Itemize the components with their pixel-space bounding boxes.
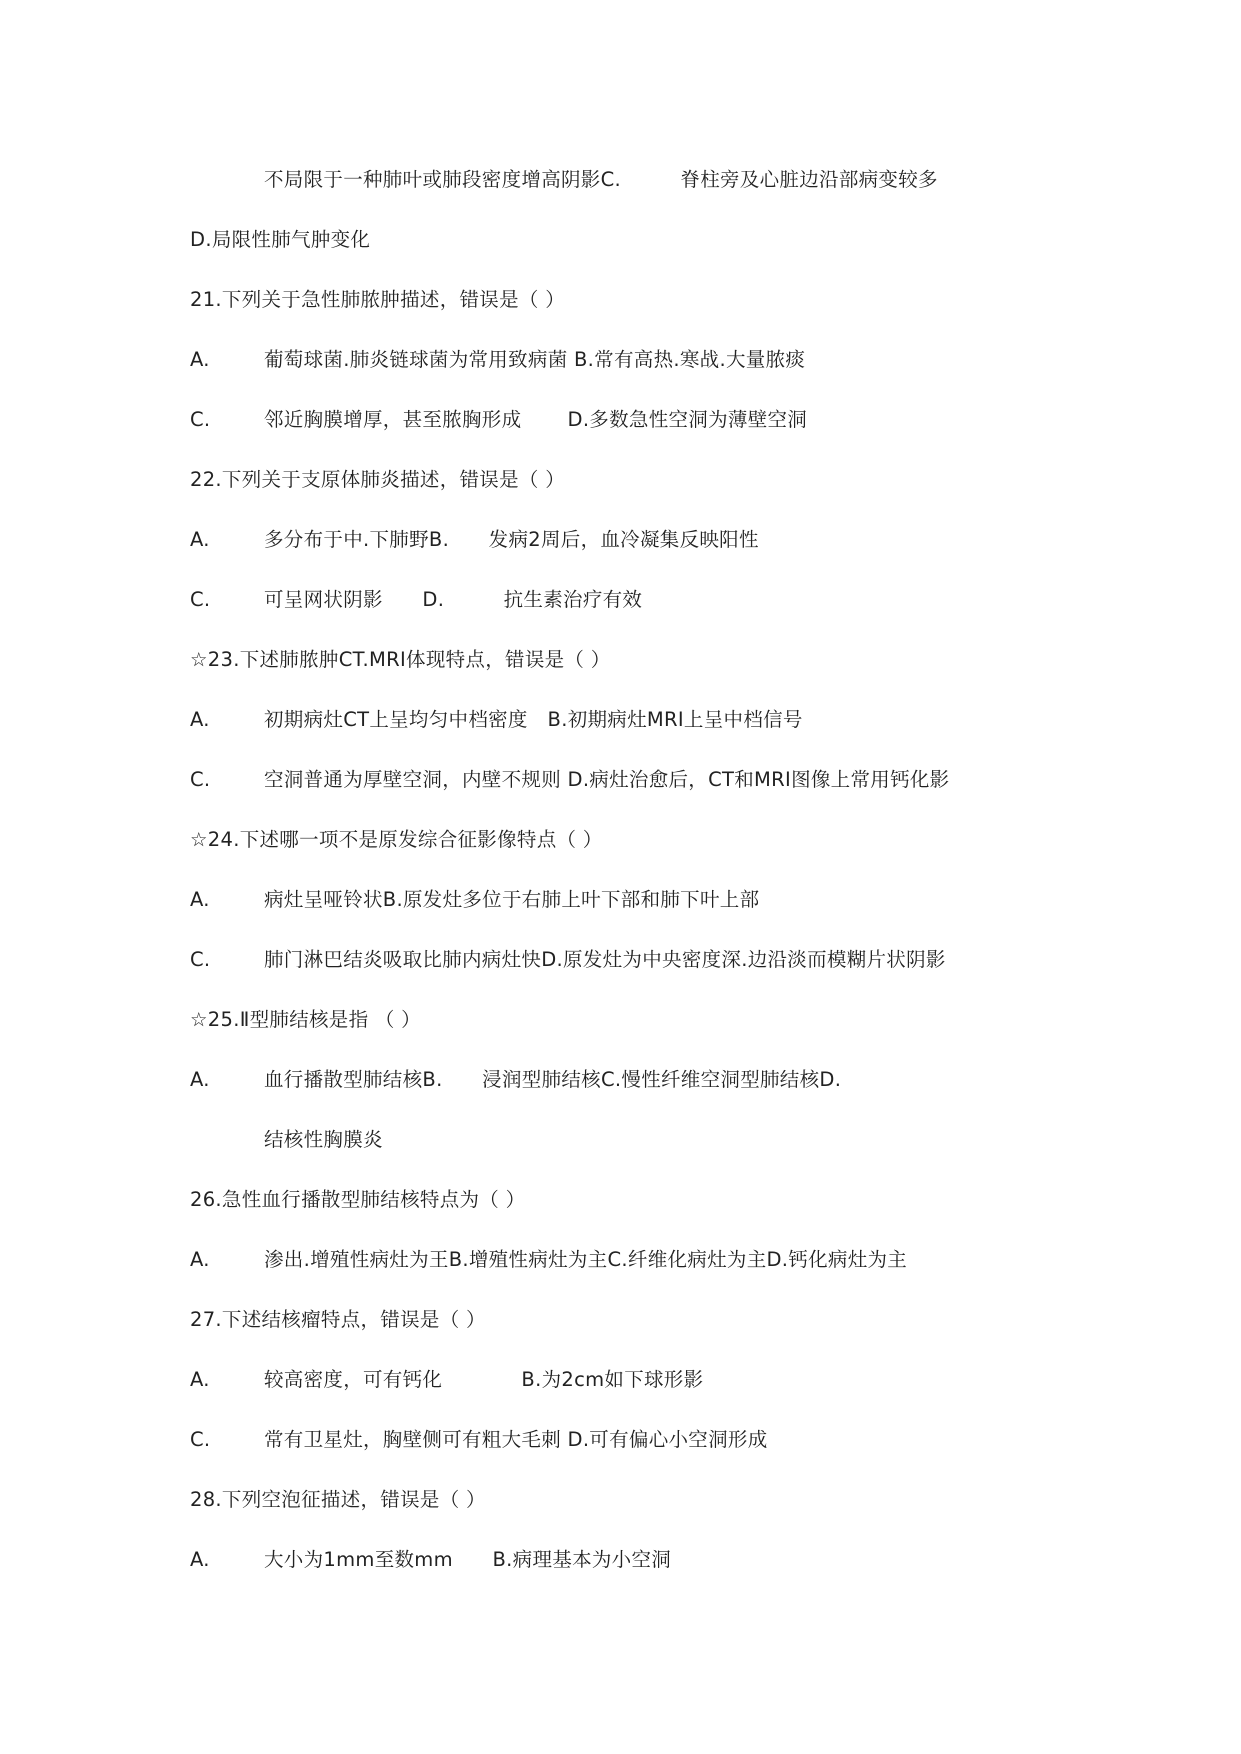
option-text: 多分布于中.下肺野B. 发病2周后，血冷凝集反映阳性 <box>264 528 759 551</box>
option-label: A. <box>190 888 210 911</box>
option-text: 结核性胸膜炎 <box>264 1128 383 1151</box>
question-text: ☆23.下述肺脓肿CT.MRI体现特点，错误是（ ） <box>190 648 611 671</box>
question-28-options-a-b <box>190 1545 1090 1575</box>
question-28 <box>190 1485 1090 1515</box>
option-text: 初期病灶CT上呈均匀中档密度 B.初期病灶MRI上呈中档信号 <box>264 708 803 731</box>
question-23 <box>190 645 1090 675</box>
option-text: 常有卫星灶，胸壁侧可有粗大毛刺 D.可有偏心小空洞形成 <box>264 1428 768 1451</box>
question-21-options-a-b <box>190 345 1090 375</box>
option-text: 肺门淋巴结炎吸取比肺内病灶快D.原发灶为中央密度深.边沿淡而模糊片状阴影 <box>264 948 946 971</box>
question-27-options-c-d <box>190 1425 1090 1455</box>
question-23-options-c-d <box>190 765 1090 795</box>
question-25 <box>190 1005 1090 1035</box>
question-text: ☆24.下述哪一项不是原发综合征影像特点（ ） <box>190 828 603 851</box>
question-25-options-a-d <box>190 1065 1090 1095</box>
option-text: 可呈网状阴影 D. 抗生素治疗有效 <box>264 588 643 611</box>
option-label: C. <box>190 768 211 791</box>
option-label: C. <box>190 408 211 431</box>
question-25-option-d-continuation <box>264 1125 1164 1155</box>
question-27-options-a-b <box>190 1365 1090 1395</box>
option-label: A. <box>190 528 210 551</box>
question-text: 27.下述结核瘤特点，错误是（ ） <box>190 1308 486 1331</box>
option-text: 病灶呈哑铃状B.原发灶多位于右肺上叶下部和肺下叶上部 <box>264 888 760 911</box>
option-label: A. <box>190 1548 210 1571</box>
option-label: C. <box>190 1428 211 1451</box>
question-22-options-c-d <box>190 585 1090 615</box>
option-label: A. <box>190 1248 210 1271</box>
question-text: 22.下列关于支原体肺炎描述，错误是（ ） <box>190 468 566 491</box>
option-label: A. <box>190 348 210 371</box>
question-23-options-a-b <box>190 705 1090 735</box>
text-line-continuation <box>264 165 1164 195</box>
question-26 <box>190 1185 1090 1215</box>
option-text: 血行播散型肺结核B. 浸润型肺结核C.慢性纤维空洞型肺结核D. <box>264 1068 842 1091</box>
option-text: 葡萄球菌.肺炎链球菌为常用致病菌 B.常有高热.寒战.大量脓痰 <box>264 348 806 371</box>
line-text: D.局限性肺气肿变化 <box>190 228 371 251</box>
text-line-option-d <box>190 225 1090 255</box>
option-label: C. <box>190 588 211 611</box>
question-text: 21.下列关于急性肺脓肿描述，错误是（ ） <box>190 288 566 311</box>
question-text: 26.急性血行播散型肺结核特点为（ ） <box>190 1188 526 1211</box>
question-22-options-a-b <box>190 525 1090 555</box>
question-text: ☆25.Ⅱ型肺结核是指 （ ） <box>190 1008 421 1031</box>
option-label: A. <box>190 1068 210 1091</box>
question-21-options-c-d <box>190 405 1090 435</box>
line-text: 不局限于一种肺叶或肺段密度增高阴影C. 脊柱旁及心脏边沿部病变较多 <box>264 168 938 191</box>
question-22 <box>190 465 1090 495</box>
option-text: 空洞普通为厚壁空洞，内壁不规则 D.病灶治愈后，CT和MRI图像上常用钙化影 <box>264 768 950 791</box>
option-text: 渗出.增殖性病灶为王B.增殖性病灶为主C.纤维化病灶为主D.钙化病灶为主 <box>264 1248 908 1271</box>
question-27 <box>190 1305 1090 1335</box>
question-26-options-a-d <box>190 1245 1090 1275</box>
question-text: 28.下列空泡征描述，错误是（ ） <box>190 1488 486 1511</box>
option-text: 邻近胸膜增厚，甚至脓胸形成 D.多数急性空洞为薄壁空洞 <box>264 408 808 431</box>
option-text: 大小为1mm至数mm B.病理基本为小空洞 <box>264 1548 672 1571</box>
question-21 <box>190 285 1090 315</box>
option-text: 较高密度，可有钙化 B.为2cm如下球形影 <box>264 1368 704 1391</box>
question-24-options-a-b <box>190 885 1090 915</box>
option-label: A. <box>190 1368 210 1391</box>
option-label: A. <box>190 708 210 731</box>
option-label: C. <box>190 948 211 971</box>
question-24 <box>190 825 1090 855</box>
question-24-options-c-d <box>190 945 1090 975</box>
